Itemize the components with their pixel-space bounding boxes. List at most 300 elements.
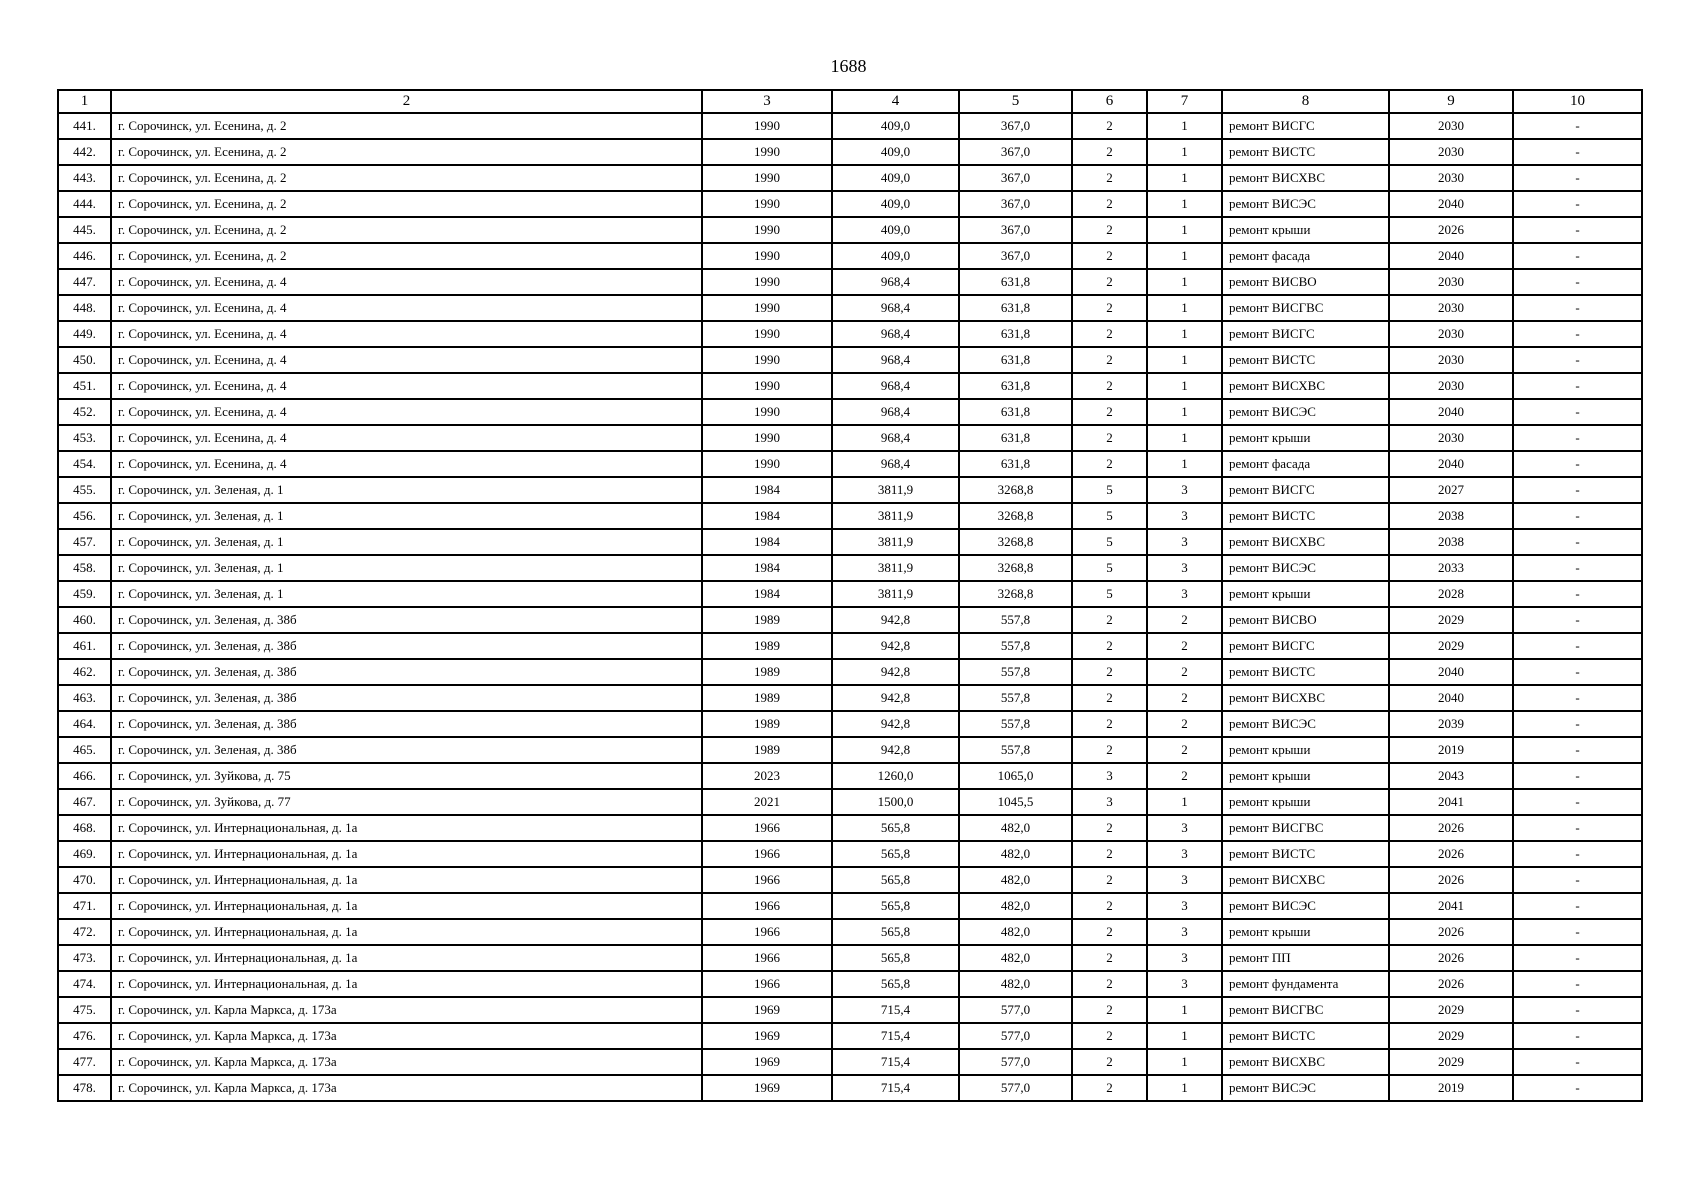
floors-cell: 3 [1072, 763, 1147, 789]
table-row [58, 555, 1642, 581]
column-header: 7 [1147, 90, 1222, 113]
work-type-cell: ремонт ВИСЭС [1222, 893, 1389, 919]
floors-cell: 2 [1072, 633, 1147, 659]
work-type-cell: ремонт ВИСЭС [1222, 399, 1389, 425]
note-cell: - [1513, 789, 1642, 815]
work-type-cell: ремонт ВИСГС [1222, 113, 1389, 139]
work-type-cell: ремонт ВИСЭС [1222, 1075, 1389, 1101]
total-area-cell: 565,8 [832, 841, 959, 867]
column-header: 8 [1222, 90, 1389, 113]
address-cell: г. Сорочинск, ул. Есенина, д. 2 [111, 113, 702, 139]
floors-cell: 2 [1072, 1023, 1147, 1049]
planned-year-cell: 2041 [1389, 789, 1513, 815]
note-cell: - [1513, 685, 1642, 711]
living-area-cell: 3268,8 [959, 529, 1072, 555]
living-area-cell: 482,0 [959, 867, 1072, 893]
planned-year-cell: 2030 [1389, 113, 1513, 139]
table-row [58, 269, 1642, 295]
column-header: 9 [1389, 90, 1513, 113]
planned-year-cell: 2026 [1389, 945, 1513, 971]
entrances-cell: 1 [1147, 1023, 1222, 1049]
note-cell: - [1513, 191, 1642, 217]
note-cell: - [1513, 555, 1642, 581]
note-cell: - [1513, 477, 1642, 503]
year-cell: 1990 [702, 451, 832, 477]
living-area-cell: 577,0 [959, 1049, 1072, 1075]
row-number: 467. [58, 789, 111, 815]
entrances-cell: 3 [1147, 971, 1222, 997]
floors-cell: 2 [1072, 373, 1147, 399]
note-cell: - [1513, 113, 1642, 139]
year-cell: 1990 [702, 217, 832, 243]
planned-year-cell: 2019 [1389, 737, 1513, 763]
table-row [58, 607, 1642, 633]
planned-year-cell: 2038 [1389, 529, 1513, 555]
entrances-cell: 3 [1147, 893, 1222, 919]
entrances-cell: 1 [1147, 269, 1222, 295]
entrances-cell: 1 [1147, 997, 1222, 1023]
total-area-cell: 942,8 [832, 633, 959, 659]
living-area-cell: 577,0 [959, 1023, 1072, 1049]
work-type-cell: ремонт ВИСВО [1222, 269, 1389, 295]
floors-cell: 2 [1072, 113, 1147, 139]
table-row [58, 295, 1642, 321]
work-type-cell: ремонт ВИСВО [1222, 607, 1389, 633]
year-cell: 1966 [702, 893, 832, 919]
entrances-cell: 1 [1147, 425, 1222, 451]
entrances-cell: 1 [1147, 373, 1222, 399]
row-number: 444. [58, 191, 111, 217]
planned-year-cell: 2026 [1389, 815, 1513, 841]
year-cell: 1984 [702, 477, 832, 503]
table-row [58, 425, 1642, 451]
table-row [58, 841, 1642, 867]
total-area-cell: 942,8 [832, 737, 959, 763]
column-header: 10 [1513, 90, 1642, 113]
work-type-cell: ремонт крыши [1222, 425, 1389, 451]
table-row [58, 763, 1642, 789]
entrances-cell: 1 [1147, 217, 1222, 243]
total-area-cell: 409,0 [832, 243, 959, 269]
note-cell: - [1513, 971, 1642, 997]
year-cell: 1990 [702, 373, 832, 399]
row-number: 473. [58, 945, 111, 971]
total-area-cell: 942,8 [832, 685, 959, 711]
address-cell: г. Сорочинск, ул. Зеленая, д. 38б [111, 685, 702, 711]
table-row [58, 217, 1642, 243]
living-area-cell: 631,8 [959, 269, 1072, 295]
address-cell: г. Сорочинск, ул. Зеленая, д. 38б [111, 607, 702, 633]
repair-schedule-table [57, 89, 1643, 1102]
floors-cell: 2 [1072, 685, 1147, 711]
address-cell: г. Сорочинск, ул. Есенина, д. 4 [111, 347, 702, 373]
table-row [58, 815, 1642, 841]
table-row [58, 113, 1642, 139]
work-type-cell: ремонт фундамента [1222, 971, 1389, 997]
note-cell: - [1513, 945, 1642, 971]
work-type-cell: ремонт фасада [1222, 243, 1389, 269]
entrances-cell: 1 [1147, 139, 1222, 165]
year-cell: 1966 [702, 945, 832, 971]
floors-cell: 5 [1072, 477, 1147, 503]
row-number: 471. [58, 893, 111, 919]
row-number: 457. [58, 529, 111, 555]
row-number: 449. [58, 321, 111, 347]
header-row [58, 90, 1642, 113]
note-cell: - [1513, 763, 1642, 789]
row-number: 461. [58, 633, 111, 659]
floors-cell: 2 [1072, 607, 1147, 633]
year-cell: 1990 [702, 321, 832, 347]
living-area-cell: 367,0 [959, 191, 1072, 217]
work-type-cell: ремонт ВИСЭС [1222, 711, 1389, 737]
address-cell: г. Сорочинск, ул. Зеленая, д. 1 [111, 529, 702, 555]
table-row [58, 919, 1642, 945]
table-row [58, 659, 1642, 685]
note-cell: - [1513, 503, 1642, 529]
year-cell: 1969 [702, 1023, 832, 1049]
address-cell: г. Сорочинск, ул. Есенина, д. 4 [111, 269, 702, 295]
table-body [58, 113, 1642, 1101]
work-type-cell: ремонт фасада [1222, 451, 1389, 477]
address-cell: г. Сорочинск, ул. Зеленая, д. 38б [111, 711, 702, 737]
entrances-cell: 1 [1147, 347, 1222, 373]
note-cell: - [1513, 373, 1642, 399]
note-cell: - [1513, 529, 1642, 555]
floors-cell: 2 [1072, 997, 1147, 1023]
row-number: 460. [58, 607, 111, 633]
entrances-cell: 1 [1147, 165, 1222, 191]
row-number: 448. [58, 295, 111, 321]
note-cell: - [1513, 607, 1642, 633]
address-cell: г. Сорочинск, ул. Есенина, д. 4 [111, 295, 702, 321]
table-row [58, 633, 1642, 659]
floors-cell: 2 [1072, 919, 1147, 945]
row-number: 456. [58, 503, 111, 529]
table-row [58, 451, 1642, 477]
year-cell: 1966 [702, 867, 832, 893]
living-area-cell: 482,0 [959, 971, 1072, 997]
living-area-cell: 367,0 [959, 217, 1072, 243]
work-type-cell: ремонт ВИСЭС [1222, 191, 1389, 217]
entrances-cell: 3 [1147, 815, 1222, 841]
table-row [58, 893, 1642, 919]
work-type-cell: ремонт ПП [1222, 945, 1389, 971]
note-cell: - [1513, 1023, 1642, 1049]
work-type-cell: ремонт ВИСТС [1222, 503, 1389, 529]
living-area-cell: 557,8 [959, 685, 1072, 711]
year-cell: 1990 [702, 269, 832, 295]
row-number: 465. [58, 737, 111, 763]
entrances-cell: 3 [1147, 529, 1222, 555]
address-cell: г. Сорочинск, ул. Есенина, д. 4 [111, 425, 702, 451]
entrances-cell: 2 [1147, 607, 1222, 633]
table-row [58, 737, 1642, 763]
planned-year-cell: 2030 [1389, 347, 1513, 373]
total-area-cell: 409,0 [832, 165, 959, 191]
work-type-cell: ремонт ВИСХВС [1222, 1049, 1389, 1075]
total-area-cell: 3811,9 [832, 555, 959, 581]
table-row [58, 477, 1642, 503]
planned-year-cell: 2026 [1389, 841, 1513, 867]
floors-cell: 2 [1072, 659, 1147, 685]
address-cell: г. Сорочинск, ул. Интернациональная, д. 1а [111, 893, 702, 919]
note-cell: - [1513, 269, 1642, 295]
note-cell: - [1513, 659, 1642, 685]
total-area-cell: 715,4 [832, 1023, 959, 1049]
table-row [58, 321, 1642, 347]
floors-cell: 2 [1072, 295, 1147, 321]
planned-year-cell: 2029 [1389, 633, 1513, 659]
planned-year-cell: 2030 [1389, 321, 1513, 347]
total-area-cell: 942,8 [832, 607, 959, 633]
table-row [58, 685, 1642, 711]
address-cell: г. Сорочинск, ул. Есенина, д. 2 [111, 191, 702, 217]
entrances-cell: 3 [1147, 945, 1222, 971]
total-area-cell: 968,4 [832, 399, 959, 425]
table-row [58, 165, 1642, 191]
address-cell: г. Сорочинск, ул. Есенина, д. 2 [111, 243, 702, 269]
year-cell: 1989 [702, 737, 832, 763]
planned-year-cell: 2039 [1389, 711, 1513, 737]
living-area-cell: 557,8 [959, 659, 1072, 685]
living-area-cell: 1065,0 [959, 763, 1072, 789]
year-cell: 1990 [702, 295, 832, 321]
year-cell: 1990 [702, 425, 832, 451]
entrances-cell: 1 [1147, 451, 1222, 477]
planned-year-cell: 2030 [1389, 373, 1513, 399]
note-cell: - [1513, 711, 1642, 737]
address-cell: г. Сорочинск, ул. Зеленая, д. 38б [111, 737, 702, 763]
planned-year-cell: 2038 [1389, 503, 1513, 529]
work-type-cell: ремонт крыши [1222, 217, 1389, 243]
work-type-cell: ремонт ВИСХВС [1222, 529, 1389, 555]
living-area-cell: 557,8 [959, 607, 1072, 633]
row-number: 459. [58, 581, 111, 607]
table-row [58, 373, 1642, 399]
planned-year-cell: 2027 [1389, 477, 1513, 503]
living-area-cell: 577,0 [959, 1075, 1072, 1101]
note-cell: - [1513, 425, 1642, 451]
column-header: 6 [1072, 90, 1147, 113]
note-cell: - [1513, 347, 1642, 373]
row-number: 441. [58, 113, 111, 139]
floors-cell: 2 [1072, 711, 1147, 737]
living-area-cell: 3268,8 [959, 581, 1072, 607]
row-number: 458. [58, 555, 111, 581]
entrances-cell: 1 [1147, 1075, 1222, 1101]
column-header: 5 [959, 90, 1072, 113]
work-type-cell: ремонт крыши [1222, 789, 1389, 815]
planned-year-cell: 2026 [1389, 867, 1513, 893]
year-cell: 1966 [702, 815, 832, 841]
floors-cell: 2 [1072, 1075, 1147, 1101]
year-cell: 1966 [702, 841, 832, 867]
row-number: 446. [58, 243, 111, 269]
floors-cell: 5 [1072, 529, 1147, 555]
living-area-cell: 557,8 [959, 737, 1072, 763]
note-cell: - [1513, 893, 1642, 919]
living-area-cell: 3268,8 [959, 503, 1072, 529]
note-cell: - [1513, 243, 1642, 269]
planned-year-cell: 2043 [1389, 763, 1513, 789]
row-number: 454. [58, 451, 111, 477]
address-cell: г. Сорочинск, ул. Зеленая, д. 1 [111, 477, 702, 503]
planned-year-cell: 2040 [1389, 451, 1513, 477]
work-type-cell: ремонт крыши [1222, 919, 1389, 945]
living-area-cell: 482,0 [959, 945, 1072, 971]
planned-year-cell: 2026 [1389, 217, 1513, 243]
address-cell: г. Сорочинск, ул. Есенина, д. 2 [111, 217, 702, 243]
planned-year-cell: 2029 [1389, 607, 1513, 633]
address-cell: г. Сорочинск, ул. Есенина, д. 4 [111, 399, 702, 425]
planned-year-cell: 2040 [1389, 659, 1513, 685]
work-type-cell: ремонт ВИСТС [1222, 659, 1389, 685]
floors-cell: 5 [1072, 555, 1147, 581]
entrances-cell: 2 [1147, 659, 1222, 685]
table-row [58, 503, 1642, 529]
floors-cell: 2 [1072, 347, 1147, 373]
work-type-cell: ремонт ВИСТС [1222, 841, 1389, 867]
row-number: 469. [58, 841, 111, 867]
planned-year-cell: 2040 [1389, 685, 1513, 711]
address-cell: г. Сорочинск, ул. Зуйкова, д. 77 [111, 789, 702, 815]
address-cell: г. Сорочинск, ул. Есенина, д. 4 [111, 321, 702, 347]
floors-cell: 5 [1072, 581, 1147, 607]
entrances-cell: 1 [1147, 113, 1222, 139]
entrances-cell: 1 [1147, 191, 1222, 217]
total-area-cell: 3811,9 [832, 477, 959, 503]
living-area-cell: 367,0 [959, 165, 1072, 191]
work-type-cell: ремонт ВИСГВС [1222, 295, 1389, 321]
entrances-cell: 1 [1147, 789, 1222, 815]
entrances-cell: 3 [1147, 919, 1222, 945]
year-cell: 1969 [702, 997, 832, 1023]
row-number: 478. [58, 1075, 111, 1101]
entrances-cell: 3 [1147, 867, 1222, 893]
living-area-cell: 631,8 [959, 399, 1072, 425]
planned-year-cell: 2040 [1389, 399, 1513, 425]
year-cell: 1990 [702, 191, 832, 217]
total-area-cell: 3811,9 [832, 529, 959, 555]
floors-cell: 2 [1072, 399, 1147, 425]
address-cell: г. Сорочинск, ул. Есенина, д. 4 [111, 451, 702, 477]
note-cell: - [1513, 399, 1642, 425]
total-area-cell: 565,8 [832, 971, 959, 997]
living-area-cell: 3268,8 [959, 555, 1072, 581]
entrances-cell: 3 [1147, 581, 1222, 607]
address-cell: г. Сорочинск, ул. Карла Маркса, д. 173а [111, 1075, 702, 1101]
table-row [58, 711, 1642, 737]
table-row [58, 191, 1642, 217]
planned-year-cell: 2040 [1389, 243, 1513, 269]
year-cell: 1984 [702, 555, 832, 581]
work-type-cell: ремонт ВИСХВС [1222, 373, 1389, 399]
row-number: 455. [58, 477, 111, 503]
living-area-cell: 1045,5 [959, 789, 1072, 815]
living-area-cell: 631,8 [959, 451, 1072, 477]
planned-year-cell: 2029 [1389, 1049, 1513, 1075]
row-number: 447. [58, 269, 111, 295]
address-cell: г. Сорочинск, ул. Есенина, д. 2 [111, 139, 702, 165]
address-cell: г. Сорочинск, ул. Карла Маркса, д. 173а [111, 1049, 702, 1075]
year-cell: 1990 [702, 243, 832, 269]
total-area-cell: 1260,0 [832, 763, 959, 789]
year-cell: 2023 [702, 763, 832, 789]
work-type-cell: ремонт ВИСГВС [1222, 997, 1389, 1023]
table-row [58, 1075, 1642, 1101]
note-cell: - [1513, 321, 1642, 347]
row-number: 450. [58, 347, 111, 373]
note-cell: - [1513, 581, 1642, 607]
total-area-cell: 968,4 [832, 321, 959, 347]
note-cell: - [1513, 919, 1642, 945]
year-cell: 1969 [702, 1049, 832, 1075]
table-row [58, 139, 1642, 165]
note-cell: - [1513, 737, 1642, 763]
total-area-cell: 715,4 [832, 997, 959, 1023]
floors-cell: 2 [1072, 425, 1147, 451]
total-area-cell: 968,4 [832, 451, 959, 477]
entrances-cell: 1 [1147, 1049, 1222, 1075]
total-area-cell: 565,8 [832, 919, 959, 945]
year-cell: 1966 [702, 971, 832, 997]
total-area-cell: 565,8 [832, 893, 959, 919]
year-cell: 1990 [702, 347, 832, 373]
floors-cell: 2 [1072, 269, 1147, 295]
entrances-cell: 3 [1147, 477, 1222, 503]
note-cell: - [1513, 139, 1642, 165]
address-cell: г. Сорочинск, ул. Зеленая, д. 1 [111, 555, 702, 581]
entrances-cell: 2 [1147, 763, 1222, 789]
note-cell: - [1513, 165, 1642, 191]
year-cell: 1989 [702, 659, 832, 685]
row-number: 464. [58, 711, 111, 737]
work-type-cell: ремонт крыши [1222, 763, 1389, 789]
work-type-cell: ремонт ВИСГС [1222, 633, 1389, 659]
year-cell: 1969 [702, 1075, 832, 1101]
column-header: 4 [832, 90, 959, 113]
row-number: 466. [58, 763, 111, 789]
row-number: 452. [58, 399, 111, 425]
planned-year-cell: 2030 [1389, 165, 1513, 191]
entrances-cell: 1 [1147, 243, 1222, 269]
note-cell: - [1513, 841, 1642, 867]
address-cell: г. Сорочинск, ул. Интернациональная, д. 1а [111, 945, 702, 971]
living-area-cell: 631,8 [959, 321, 1072, 347]
table-row [58, 347, 1642, 373]
row-number: 474. [58, 971, 111, 997]
address-cell: г. Сорочинск, ул. Интернациональная, д. 1а [111, 815, 702, 841]
note-cell: - [1513, 217, 1642, 243]
planned-year-cell: 2026 [1389, 971, 1513, 997]
total-area-cell: 409,0 [832, 113, 959, 139]
address-cell: г. Сорочинск, ул. Есенина, д. 4 [111, 373, 702, 399]
address-cell: г. Сорочинск, ул. Карла Маркса, д. 173а [111, 1023, 702, 1049]
planned-year-cell: 2030 [1389, 269, 1513, 295]
total-area-cell: 1500,0 [832, 789, 959, 815]
table-row [58, 867, 1642, 893]
living-area-cell: 631,8 [959, 295, 1072, 321]
address-cell: г. Сорочинск, ул. Зеленая, д. 1 [111, 503, 702, 529]
table-row [58, 1049, 1642, 1075]
floors-cell: 2 [1072, 139, 1147, 165]
column-header: 3 [702, 90, 832, 113]
living-area-cell: 482,0 [959, 893, 1072, 919]
table-row [58, 945, 1642, 971]
total-area-cell: 565,8 [832, 945, 959, 971]
living-area-cell: 482,0 [959, 841, 1072, 867]
